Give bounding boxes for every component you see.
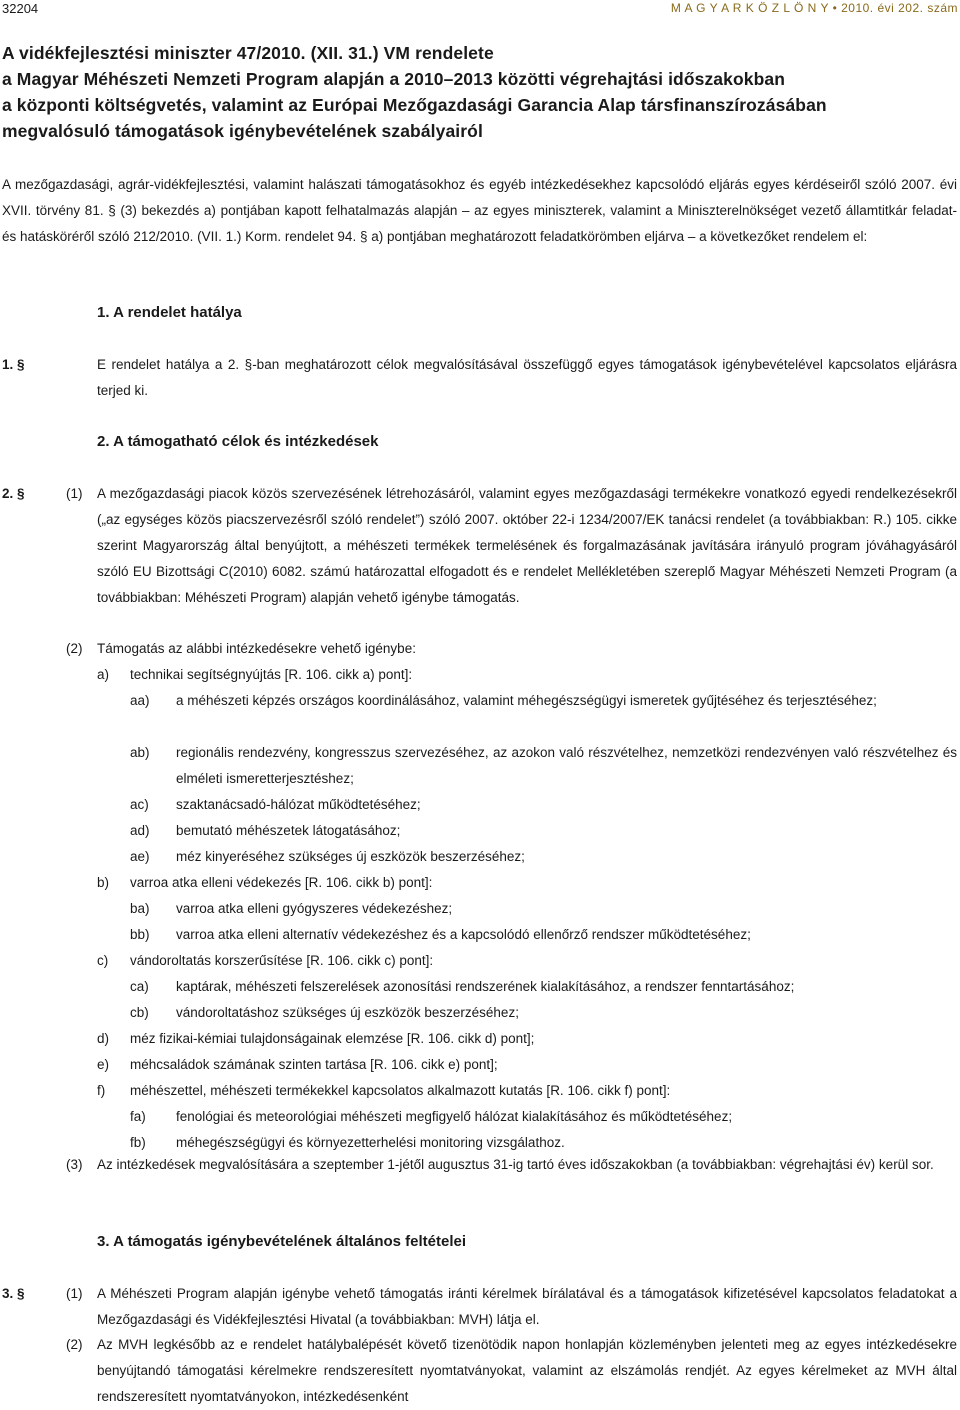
subparagraph-text: A Méhészeti Program alapján igénybe vehető támogatás iránti kérelmek bírálatával és a támogatások kifizetésével kapcsolatos feladatokat a Mezőgazdasági és Vidékfejlesztési Hivatal (a továbbiakban: MVH) látja el. <box>97 1286 957 1327</box>
item-label: fa) <box>130 1109 146 1124</box>
item-label: cb) <box>130 1005 149 1020</box>
preamble: A mezőgazdasági, agrár-vidékfejlesztési, valamint halászati támogatásokhoz és egyéb intézkedésekhez kapcsolódó eljárás egyes kérdéseiről szóló 2007. évi XVII. törvény 81. § (3) bekezdés a) pontjában kapott felhatalmazás alapján – az egyes miniszterek, valamint a Miniszterelnökséget vezető államtitkár feladat- és hatásköréről szóló 212/2010. (VII. 1.) Korm. rendelet 94. § a) pontjában meghatározott feladatkörömben eljárva – a következőket rendelem el: <box>2 177 957 244</box>
title-line: a központi költségvetés, valamint az Európai Mezőgazdasági Garancia Alap társfinanszírozásában <box>2 95 827 115</box>
item-text: regionális rendezvény, kongresszus szervezéséhez, az azokon való részvételhez, nemzetközi rendezvényen való részvételhez és elméleti ismeretterjesztéshez; <box>176 745 957 786</box>
page-header <box>0 0 960 20</box>
item-text: bemutató méhészetek látogatásához; <box>176 823 401 838</box>
subparagraph-label: (3) <box>66 1157 83 1172</box>
item-label: bb) <box>130 927 150 942</box>
item-label: a) <box>97 667 110 682</box>
section-heading-3: 3. A támogatás igénybevételének általános feltételei <box>97 1233 467 1250</box>
item-label: ad) <box>130 823 150 838</box>
item-label: e) <box>97 1057 110 1072</box>
subparagraph-text: Az intézkedések megvalósítására a szeptember 1-jétől augusztus 31-ig tartó éves időszakokban (a továbbiakban: végrehajtási év) kerül sor. <box>97 1157 934 1172</box>
item-label: aa) <box>130 693 150 708</box>
decree-title <box>2 40 952 144</box>
title-line: megvalósuló támogatások igénybevételének szabályairól <box>2 121 483 141</box>
item-text: méz kinyeréséhez szükséges új eszközök beszerzéséhez; <box>176 849 525 864</box>
subparagraph-text: Támogatás az alábbi intézkedésekre vehető igénybe: <box>97 641 416 656</box>
paragraph-text: E rendelet hatálya a 2. §-ban meghatározott célok megvalósításával összefüggő egyes támogatások igénybevételével kapcsolatos eljárásra terjed ki. <box>97 357 957 398</box>
item-text: méhészettel, méhészeti termékekkel kapcsolatos alkalmazott kutatás [R. 106. cikk f) pont]: <box>130 1083 671 1098</box>
subparagraph-text: A mezőgazdasági piacok közös szervezésének létrehozásáról, valamint egyes mezőgazdasági termékekre vonatkozó egyedi rendelkezésekről („az egységes közös piacszervezésről szóló rendelet”) szóló 2007. október 22-i 1234/2007/EK tanácsi rendelet (a továbbiakban: R.) 105. cikke szerint Magyarország által benyújtott, a méhészeti termékek termelésének és forgalmazásának javítására irányuló program jóváhagyásáról szóló EU Bizottsági C(2010) 6082. számú határozattal elfogadott és e rendelet Mellékletében szereplő Magyar Méhészeti Nemzeti Program (a továbbiakban: Méhészeti Program) alapján vehető igénybe támogatás. <box>97 486 957 605</box>
item-label: ac) <box>130 797 149 812</box>
paragraph-label: 2. § <box>2 486 25 501</box>
item-label: ae) <box>130 849 150 864</box>
item-label: f) <box>97 1083 106 1098</box>
subparagraph-text: Az MVH legkésőbb az e rendelet hatálybalépését követő tizenötödik napon honlapján közleményben jelenteti meg az egyes intézkedésekre benyújtandó támogatási kérelmekre rendszeresített nyomtatványokat, valamint az elszámolás rendjét. Az egyes kérelmeket az MVH által rendszeresített nyomtatványokon, intézkedésenként <box>97 1337 957 1404</box>
item-text: varroa atka elleni alternatív védekezéshez és a kapcsolódó ellenőrző rendszer működtetéséhez; <box>176 927 751 942</box>
page-number: 32204 <box>2 1 39 16</box>
paragraph-label: 1. § <box>2 357 25 372</box>
item-text: kaptárak, méhészeti felszerelések azonosítási rendszerének kialakításához, a rendszer fenntartásához; <box>176 979 795 994</box>
item-text: vándoroltatáshoz szükséges új eszközök beszerzéséhez; <box>176 1005 519 1020</box>
section-heading-1: 1. A rendelet hatálya <box>97 304 242 321</box>
item-text: méz fizikai-kémiai tulajdonságainak elemzése [R. 106. cikk d) pont]; <box>130 1031 535 1046</box>
item-label: d) <box>97 1031 110 1046</box>
section-heading-2: 2. A támogatható célok és intézkedések <box>97 433 379 450</box>
item-text: a méhészeti képzés országos koordinálásához, valamint méhegészségügyi ismeretek gyűjtéséhez és terjesztéséhez; <box>176 693 877 708</box>
item-text: méhcsaládok számának szinten tartása [R. 106. cikk e) pont]; <box>130 1057 498 1072</box>
subparagraph-label: (1) <box>66 486 83 501</box>
paragraph-label: 3. § <box>2 1286 25 1301</box>
subparagraph-label: (2) <box>66 641 83 656</box>
item-text: varroa atka elleni védekezés [R. 106. cikk b) pont]: <box>130 875 433 890</box>
item-text: varroa atka elleni gyógyszeres védekezéshez; <box>176 901 453 916</box>
subparagraph-label: (1) <box>66 1286 83 1301</box>
masthead: M A G Y A R K Ö Z L Ö N Y • 2010. évi 202. szám <box>670 1 958 15</box>
subparagraph-label: (2) <box>66 1337 83 1352</box>
item-text: szaktanácsadó-hálózat működtetéséhez; <box>176 797 421 812</box>
title-line: A vidékfejlesztési miniszter 47/2010. (XII. 31.) VM rendelete <box>2 43 494 63</box>
item-text: fenológiai és meteorológiai méhészeti megfigyelő hálózat kialakításához és működtetéséhez; <box>176 1109 733 1124</box>
item-label: fb) <box>130 1135 146 1150</box>
item-label: ca) <box>130 979 149 994</box>
item-label: b) <box>97 875 110 890</box>
item-label: c) <box>97 953 109 968</box>
item-text: méhegészségügyi és környezetterhelési monitoring vizsgálathoz. <box>176 1135 565 1150</box>
item-label: ab) <box>130 745 150 760</box>
item-text: vándoroltatás korszerűsítése [R. 106. cikk c) pont]: <box>130 953 434 968</box>
title-line: a Magyar Méhészeti Nemzeti Program alapján a 2010–2013 közötti végrehajtási időszakokban <box>2 69 786 89</box>
item-text: technikai segítségnyújtás [R. 106. cikk a) pont]: <box>130 667 413 682</box>
item-label: ba) <box>130 901 150 916</box>
